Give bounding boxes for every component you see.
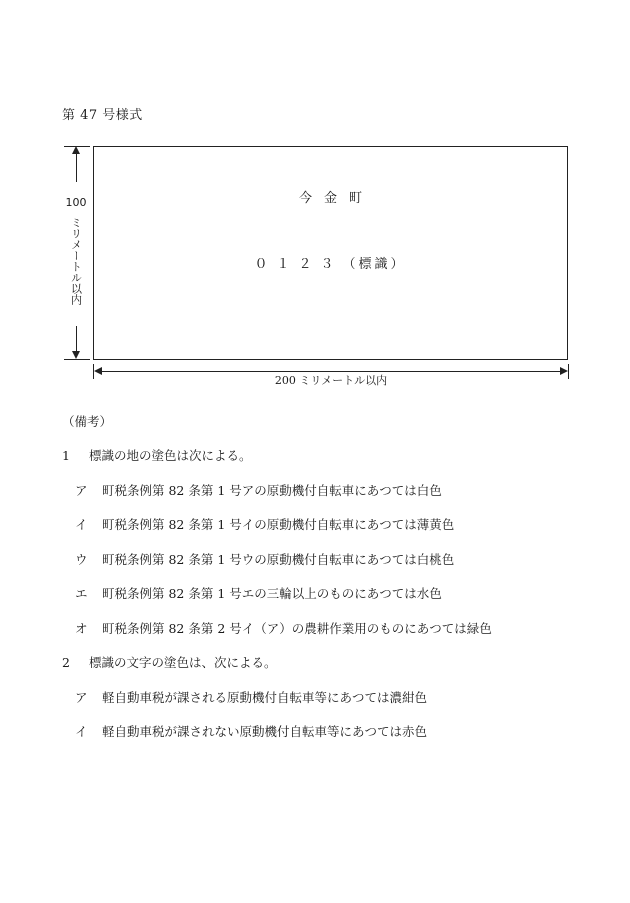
height-dimension-line-upper bbox=[76, 152, 77, 182]
plate-number-line bbox=[94, 253, 567, 272]
notes-heading: （備考） bbox=[62, 414, 113, 429]
note-item bbox=[62, 690, 602, 725]
width-dimension-label: 200 ミリメートル以内 bbox=[266, 372, 396, 388]
note-mark: ア bbox=[75, 689, 88, 705]
note-mark: ウ bbox=[75, 551, 88, 567]
width-dimension-right-end bbox=[568, 364, 569, 379]
note-mark: オ bbox=[75, 620, 88, 636]
height-dimension-bottom-tick bbox=[64, 359, 90, 360]
plate-number: ０１２３ bbox=[254, 257, 343, 272]
note-item bbox=[62, 724, 602, 759]
note-mark: 2 bbox=[62, 655, 70, 670]
note-mark: イ bbox=[75, 724, 88, 739]
height-dimension-label bbox=[60, 196, 92, 305]
note-item bbox=[62, 655, 602, 690]
plate-number-note: （標識） bbox=[342, 257, 407, 272]
note-mark: ア bbox=[75, 482, 88, 498]
note-mark: エ bbox=[75, 586, 88, 601]
height-dimension-text: ミリメートル以内 bbox=[69, 217, 83, 305]
height-dimension-line-lower bbox=[76, 326, 77, 354]
note-text: 町税条例第 82 条第 1 号イの原動機付自転車にあつては薄黄色 bbox=[102, 517, 455, 532]
note-item bbox=[62, 621, 602, 656]
note-item bbox=[62, 552, 602, 587]
note-text: 標識の地の塗色は次による。 bbox=[89, 448, 252, 463]
plate-town-name: 今金町 bbox=[298, 191, 374, 206]
note-text: 町税条例第 82 条第 1 号エの三輪以上のものにあつては水色 bbox=[102, 586, 442, 601]
note-item bbox=[62, 517, 602, 552]
note-text: 町税条例第 82 条第 2 号イ（ア）の農耕作業用のものにあつては緑色 bbox=[102, 620, 492, 636]
form-title: 第 47 号様式 bbox=[62, 108, 143, 123]
note-text: 町税条例第 82 条第 1 号ウの原動機付自転車にあつては白桃色 bbox=[102, 551, 455, 567]
note-text: 軽自動車税が課されない原動機付自転車等にあつては赤色 bbox=[102, 724, 428, 739]
height-dimension-value: 100 bbox=[65, 196, 87, 209]
note-mark: 1 bbox=[62, 448, 70, 463]
plate-outline bbox=[93, 146, 568, 360]
note-text: 標識の文字の塗色は、次による。 bbox=[89, 655, 277, 670]
note-item bbox=[62, 483, 602, 518]
notes-section bbox=[62, 414, 602, 759]
note-item bbox=[62, 448, 602, 483]
note-mark: イ bbox=[75, 517, 88, 532]
note-text: 軽自動車税が課される原動機付自転車等にあつては濃紺色 bbox=[102, 689, 428, 705]
note-text: 町税条例第 82 条第 1 号アの原動機付自転車にあつては白色 bbox=[102, 482, 442, 498]
note-item bbox=[62, 586, 602, 621]
